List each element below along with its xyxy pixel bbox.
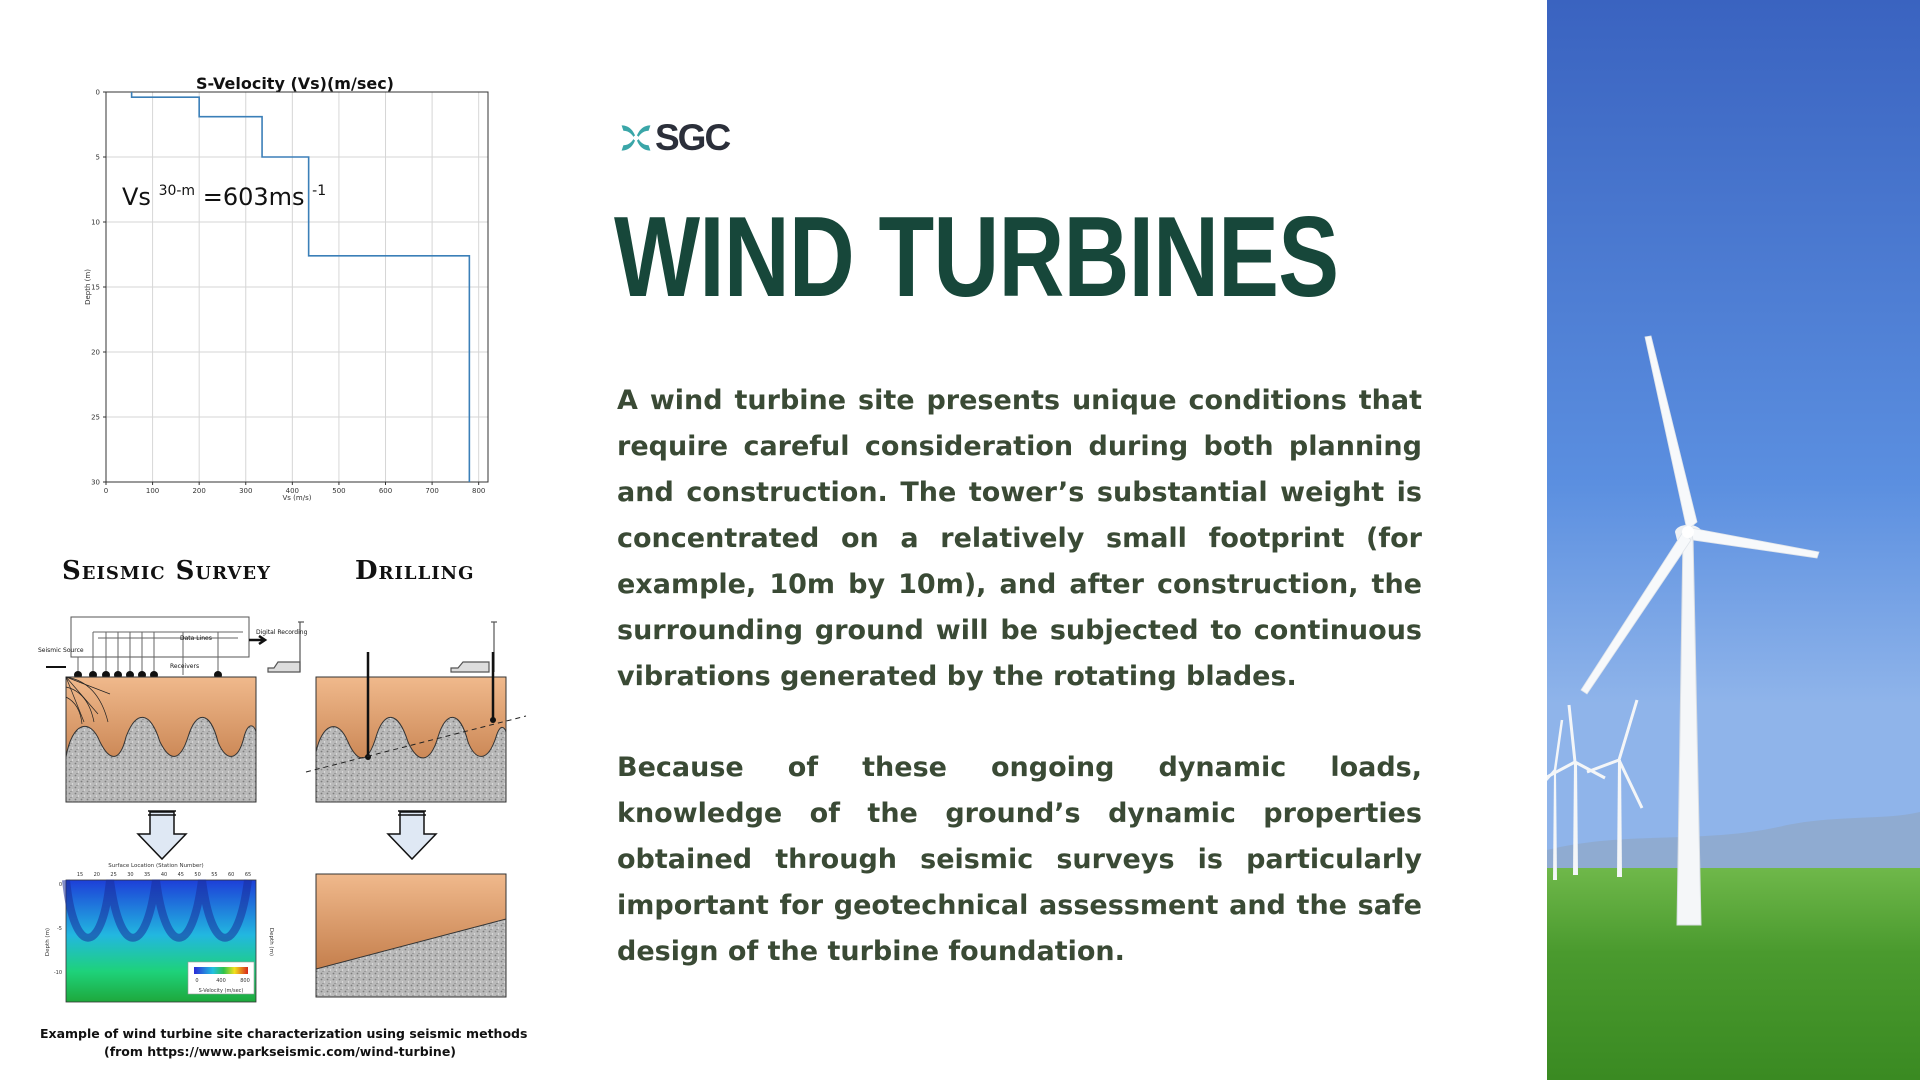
depth-axis-label: Depth (m) [45,927,51,957]
y-tick-label: 10 [91,218,100,227]
digital-recording-label: Digital Recording [256,629,308,636]
velocity-section [45,863,274,1002]
depth-tick-label: -10 [53,970,62,976]
vs30-sup: 30-m [158,183,196,199]
dynamic-loads-paragraph: Because of these ongoing dynamic loads, knowledge of the ground’s dynamic properties obtained through seismic surveys is particularly important for geotechnical assessment and the safe design of the turbine foundation. [617,752,1422,967]
y-tick-label: 5 [95,153,100,162]
y-tick-label: 20 [91,348,100,357]
legend-tick-label: 400 [216,978,226,984]
seismic-source-label: Seismic Source [38,647,84,654]
x-tick-label: 500 [332,487,346,495]
legend-tick-label: 800 [240,978,250,984]
logo-text: SGC [655,117,730,158]
down-arrow-left [138,811,186,859]
vs30-unit-sup: -1 [312,183,327,199]
receivers-label: Receivers [170,663,200,670]
station-ticks [77,872,251,878]
wind-turbine-photo [1547,0,1920,1080]
caption-line-1: Example of wind turbine site characterization using seismic methods [40,1026,528,1041]
station-tick-label: 55 [211,872,218,878]
depth-tick-label: -5 [57,926,62,932]
x-tick-label: 200 [192,487,206,495]
intro-paragraph: A wind turbine site presents unique conditions that require careful consideration during both planning and construction. The tower’s substantial weight is concentrated on a relatively small footprint (for example, 10m by 10m), and after construction, the surrounding ground will be subjected to continuous vibrations generated by the rotating blades. [617,385,1422,692]
station-tick-label: 60 [228,872,235,878]
borehole-right-marker [490,717,496,723]
chart-title: S-Velocity (Vs)(m/sec) [196,74,394,93]
page-title: WIND TURBINES [614,194,1339,321]
station-tick-label: 35 [144,872,151,878]
grass-field [1547,868,1920,1080]
chart-grid [106,92,488,482]
x-tick-label: 700 [425,487,439,495]
caption-line-2: (from https://www.parkseismic.com/wind-turbine) [103,1044,457,1059]
y-tick-label: 30 [91,478,100,487]
borehole-left-marker [365,754,371,760]
station-tick-label: 65 [244,872,252,878]
sky [1547,0,1920,880]
y-tick-label: 25 [91,413,100,422]
x-tick-label: 0 [103,487,109,495]
data-line-cables [78,632,243,675]
data-lines-label: Data Lines [180,635,212,642]
x-tick-label: 400 [285,487,300,495]
drilling-panel [268,622,526,997]
s-velocity-chart [60,70,500,510]
down-arrow-right [388,811,436,859]
station-tick-label: 15 [76,872,84,878]
seismic-survey-panel [38,617,308,1002]
station-tick-label: 40 [160,872,168,878]
legend-label: S-Velocity (m/sec) [198,988,244,994]
station-tick-label: 20 [93,872,100,878]
x-tick-label: 300 [239,487,253,495]
recording-truck-frame [71,617,249,657]
y-axis-label: Depth (m) [84,269,92,305]
figure-caption [40,1025,528,1061]
station-tick-label: 30 [127,872,134,878]
sgc-logo-mark-icon [618,120,654,156]
depth-tick-label: 0 [58,882,62,888]
x-axis-label: Vs (m/s) [282,494,312,502]
drilling-title: Drilling [355,556,475,586]
station-tick-label: 45 [177,872,184,878]
seismic-survey-title: Seismic Survey [62,556,271,586]
legend-tick-label: 0 [195,978,199,984]
y-axis-ticks [91,89,106,487]
y-tick-label: 0 [95,88,100,97]
depth-axis-label-right: Depth (m) [268,927,274,957]
x-tick-label: 100 [145,487,160,495]
station-tick-label: 25 [110,872,117,878]
x-tick-label: 800 [471,487,486,495]
sgc-logo [618,118,729,158]
recording-arrow [249,636,265,644]
vs30-value: =603ms [202,183,305,211]
depth-ticks [54,882,62,976]
surface-location-label: Surface Location (Station Number) [108,863,204,869]
x-tick-label: 600 [378,487,393,495]
y-tick-label: 15 [91,283,100,292]
vs30-base: Vs [122,183,151,211]
station-tick-label: 50 [194,872,201,878]
legend-colorbar [194,967,248,974]
seismic-vs-drilling-diagram [38,612,530,1012]
drill-rig-right [451,622,497,672]
